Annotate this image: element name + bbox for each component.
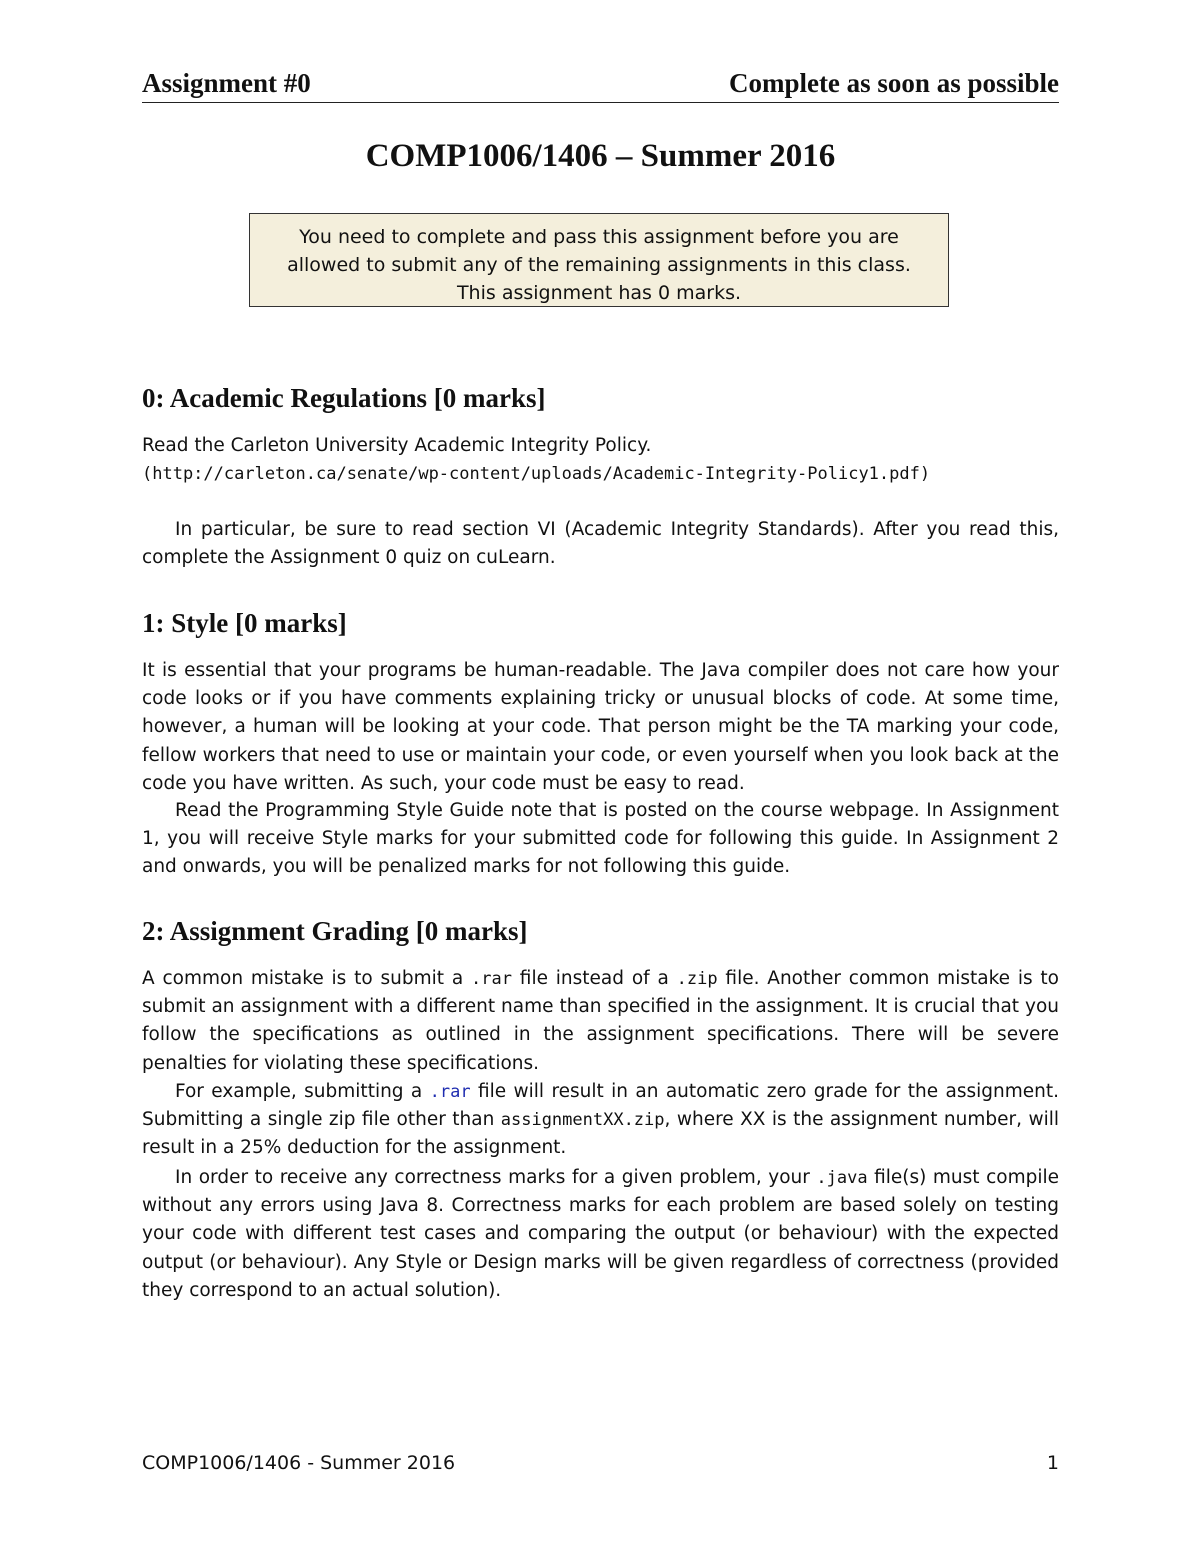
section-0-heading: 0: Academic Regulations [0 marks] [142, 383, 546, 413]
section-0-intro [142, 432, 1059, 488]
section-1-paragraph-1: It is essential that your programs be human-readable. The Java compiler does not care how your code looks or if you have comments explaining tricky or unusual blocks of code. At some time, however, a human will be looking at your code. That person might be the TA marking your code, fellow workers that need to use or maintain your code, or even yourself when you look back at the code you have written. As such, your code must be easy to read. [142, 660, 1059, 794]
header-assignment-label: Assignment #0 [142, 68, 311, 98]
policy-url-link[interactable]: (http://carleton.ca/senate/wp-content/uploads/Academic-Integrity-Policy1.pdf) [142, 464, 931, 485]
text-run: file instead of a [511, 968, 677, 989]
section-2-paragraph-3 [142, 1164, 1059, 1305]
notice-line-1: You need to complete and pass this assignment before you are [299, 226, 899, 248]
text-run: A common mistake is to submit a [142, 968, 472, 989]
header-deadline-label: Complete as soon as possible [728, 68, 1059, 98]
section-1-heading: 1: Style [0 marks] [142, 608, 347, 638]
text-run: In order to receive any correctness marks for a given problem, your [175, 1167, 817, 1188]
notice-line-2: allowed to submit any of the remaining assignments in this class. [287, 254, 911, 276]
section-2-heading: 2: Assignment Grading [0 marks] [142, 916, 528, 946]
notice-box [249, 213, 949, 307]
section-0-paragraph: In particular, be sure to read section VI (Academic Integrity Standards). After you read this, complete the Assignment 0 quiz on cuLearn. [142, 519, 1059, 569]
assignment-filename: assignmentXX.zip [500, 1110, 665, 1131]
zip-extension: .zip [676, 969, 718, 989]
text-run: , where XX is the assignment number, will result in a 25% deduction for the assignment. [142, 1109, 1059, 1159]
text-run: file. Another common mistake is to submit an assignment with a different name than specified in the assignment. It is crucial that you follow the specifications as outlined in the assignment specifications. There will be severe penalties for violating these specifications. [142, 968, 1059, 1074]
text-run: file(s) must compile without any errors using Java 8. Correctness marks for each problem are based solely on testing your code with different test cases and comparing the output (or behaviour) with the expected output (or behaviour). Any Style or Design marks will be given regardless of correctness (provided they correspond to an actual solution). [142, 1167, 1059, 1301]
java-extension: .java [816, 1168, 868, 1188]
page-number: 1 [1046, 1452, 1059, 1474]
section-2-paragraph-2 [142, 1078, 1059, 1163]
section-2-paragraph-1 [142, 965, 1059, 1078]
section-1-paragraph-2: Read the Programming Style Guide note that is posted on the course webpage. In Assignment 1, you will receive Style marks for your submitted code for following this guide. In Assignment 2 and onwards, you will be penalized marks for not following this guide. [142, 800, 1059, 878]
text-run: file will result in an automatic zero grade for the assignment. Submitting a single zip file other than [142, 1081, 1059, 1131]
document-page [142, 0, 1059, 1553]
rar-extension: .rar [471, 969, 512, 989]
page-title: COMP1006/1406 – Summer 2016 [365, 138, 836, 174]
running-header [142, 66, 1059, 103]
notice-line-3: This assignment has 0 marks. [456, 282, 742, 304]
section-0-line: Read the Carleton University Academic Integrity Policy. [142, 435, 652, 456]
text-run: For example, submitting a [175, 1081, 430, 1102]
footer-course-label: COMP1006/1406 - Summer 2016 [142, 1452, 456, 1474]
rar-extension-link[interactable]: .rar [429, 1082, 471, 1102]
